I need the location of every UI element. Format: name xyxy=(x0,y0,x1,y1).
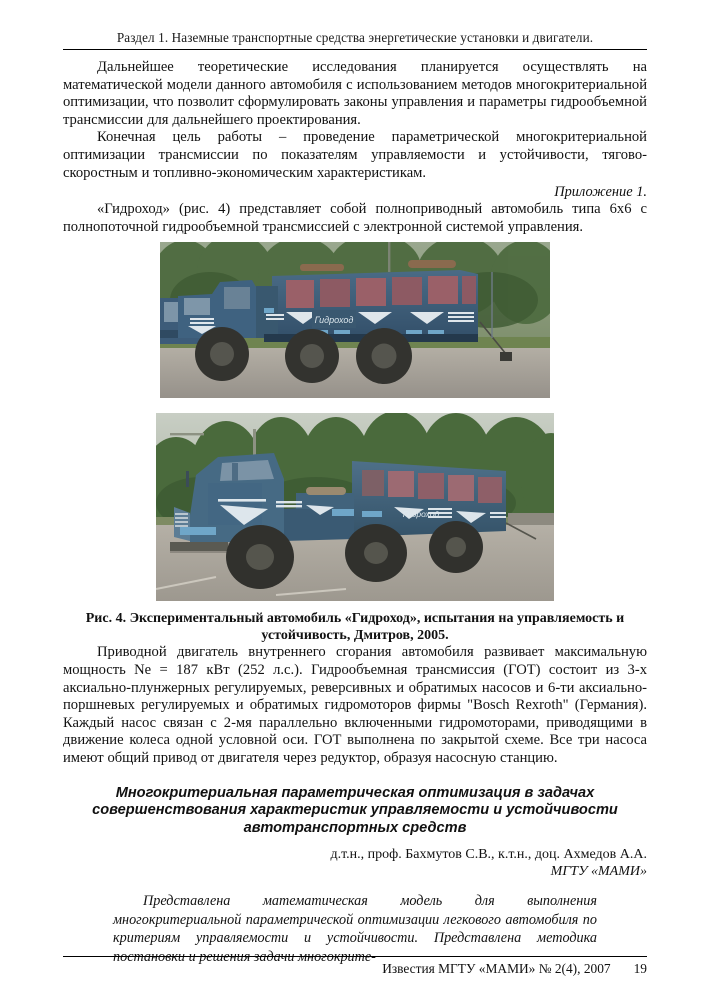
figure-caption-line-1: Рис. 4. Экспериментальный автомобиль «Гидроход», испытания на управляемость и xyxy=(85,611,625,627)
footer-journal-info: Известия МГТУ «МАМИ» № 2(4), 2007 xyxy=(382,961,611,976)
figure-4 xyxy=(63,242,647,644)
running-header xyxy=(63,0,647,50)
photo-front-view xyxy=(156,413,554,601)
figure-caption xyxy=(63,611,647,644)
running-header-text: Раздел 1. Наземные транспортные средства энергетические установки и двигатели. xyxy=(116,30,594,45)
article-abstract: Представлена математическая модель для выполнения многокритериальной параметрической оптимизации легкового автомобиля по критериям управляемости и устойчивости. Представлена методика постановки и решения задачи многокрите- xyxy=(113,893,597,965)
svg-text:Гидроход: Гидроход xyxy=(314,315,354,326)
photo-side-view xyxy=(160,242,550,398)
article-title-line-2: совершенствования характеристик управляемости и устойчивости xyxy=(92,802,618,819)
figure-caption-line-2: устойчивость, Дмитров, 2005. xyxy=(261,627,449,643)
paragraph-1: Дальнейшее теоретические исследования планируется осуществлять на математической модели данного автомобиля с использованием методов многокритериальной оптимизации, что позволит сформулировать законы управления и параметры гидрообъемной трансмиссии для дальнейшего проектирования. xyxy=(63,59,647,128)
appendix-label: Приложение 1. xyxy=(554,184,647,201)
paragraph-2: Конечная цель работы – проведение параметрической многокритериальной оптимизации трансмиссии по показателям управляемости и устойчивости, тягово-скоростным и топливно-экономическим характеристикам. xyxy=(63,129,647,181)
svg-text:Гидроход: Гидроход xyxy=(402,509,440,520)
header-rule xyxy=(63,49,647,50)
article-title xyxy=(63,785,647,838)
photo-front-view-art xyxy=(156,413,554,601)
article-title-line-1: Многокритериальная параметрическая оптимизация в задачах xyxy=(115,784,595,801)
photo-side-view-art xyxy=(160,242,550,398)
article-title-line-3: автотранспортных средств xyxy=(243,819,467,836)
page-footer xyxy=(63,956,647,977)
footer-rule xyxy=(63,956,647,957)
paragraph-4: Приводной двигатель внутреннего сгорания автомобиля развивает максимальную мощность Ne = 187 кВт (252 л.с.). Гидрообъемная трансмиссия (ГОТ) состоит из 3-х аксиально-плунжерных регулируемых, реверсивных и обратимых насосов и 6-ти аксиально-поршневых регулируемых и обратимых гидромоторов фирмы "Bosch Rexroth" (Германия). Каждый насос связан с 2-мя параллельно включенными гидромоторами, приводящими в движение колеса одной условной оси. ГОТ выполнена по закрытой схеме. Все три насоса имеют общий привод от двигателя через редуктор, образуя насосную станцию. xyxy=(63,644,647,766)
page-number: 19 xyxy=(633,961,647,976)
article-authors: д.т.н., проф. Бахмутов С.В., к.т.н., доц. Ахмедов А.А. xyxy=(330,847,647,863)
paragraph-3: «Гидроход» (рис. 4) представляет собой полноприводный автомобиль типа 6x6 с полнопоточной гидрообъемной трансмиссией с электронной системой управления. xyxy=(63,201,647,235)
article-affiliation: МГТУ «МАМИ» xyxy=(550,864,647,880)
